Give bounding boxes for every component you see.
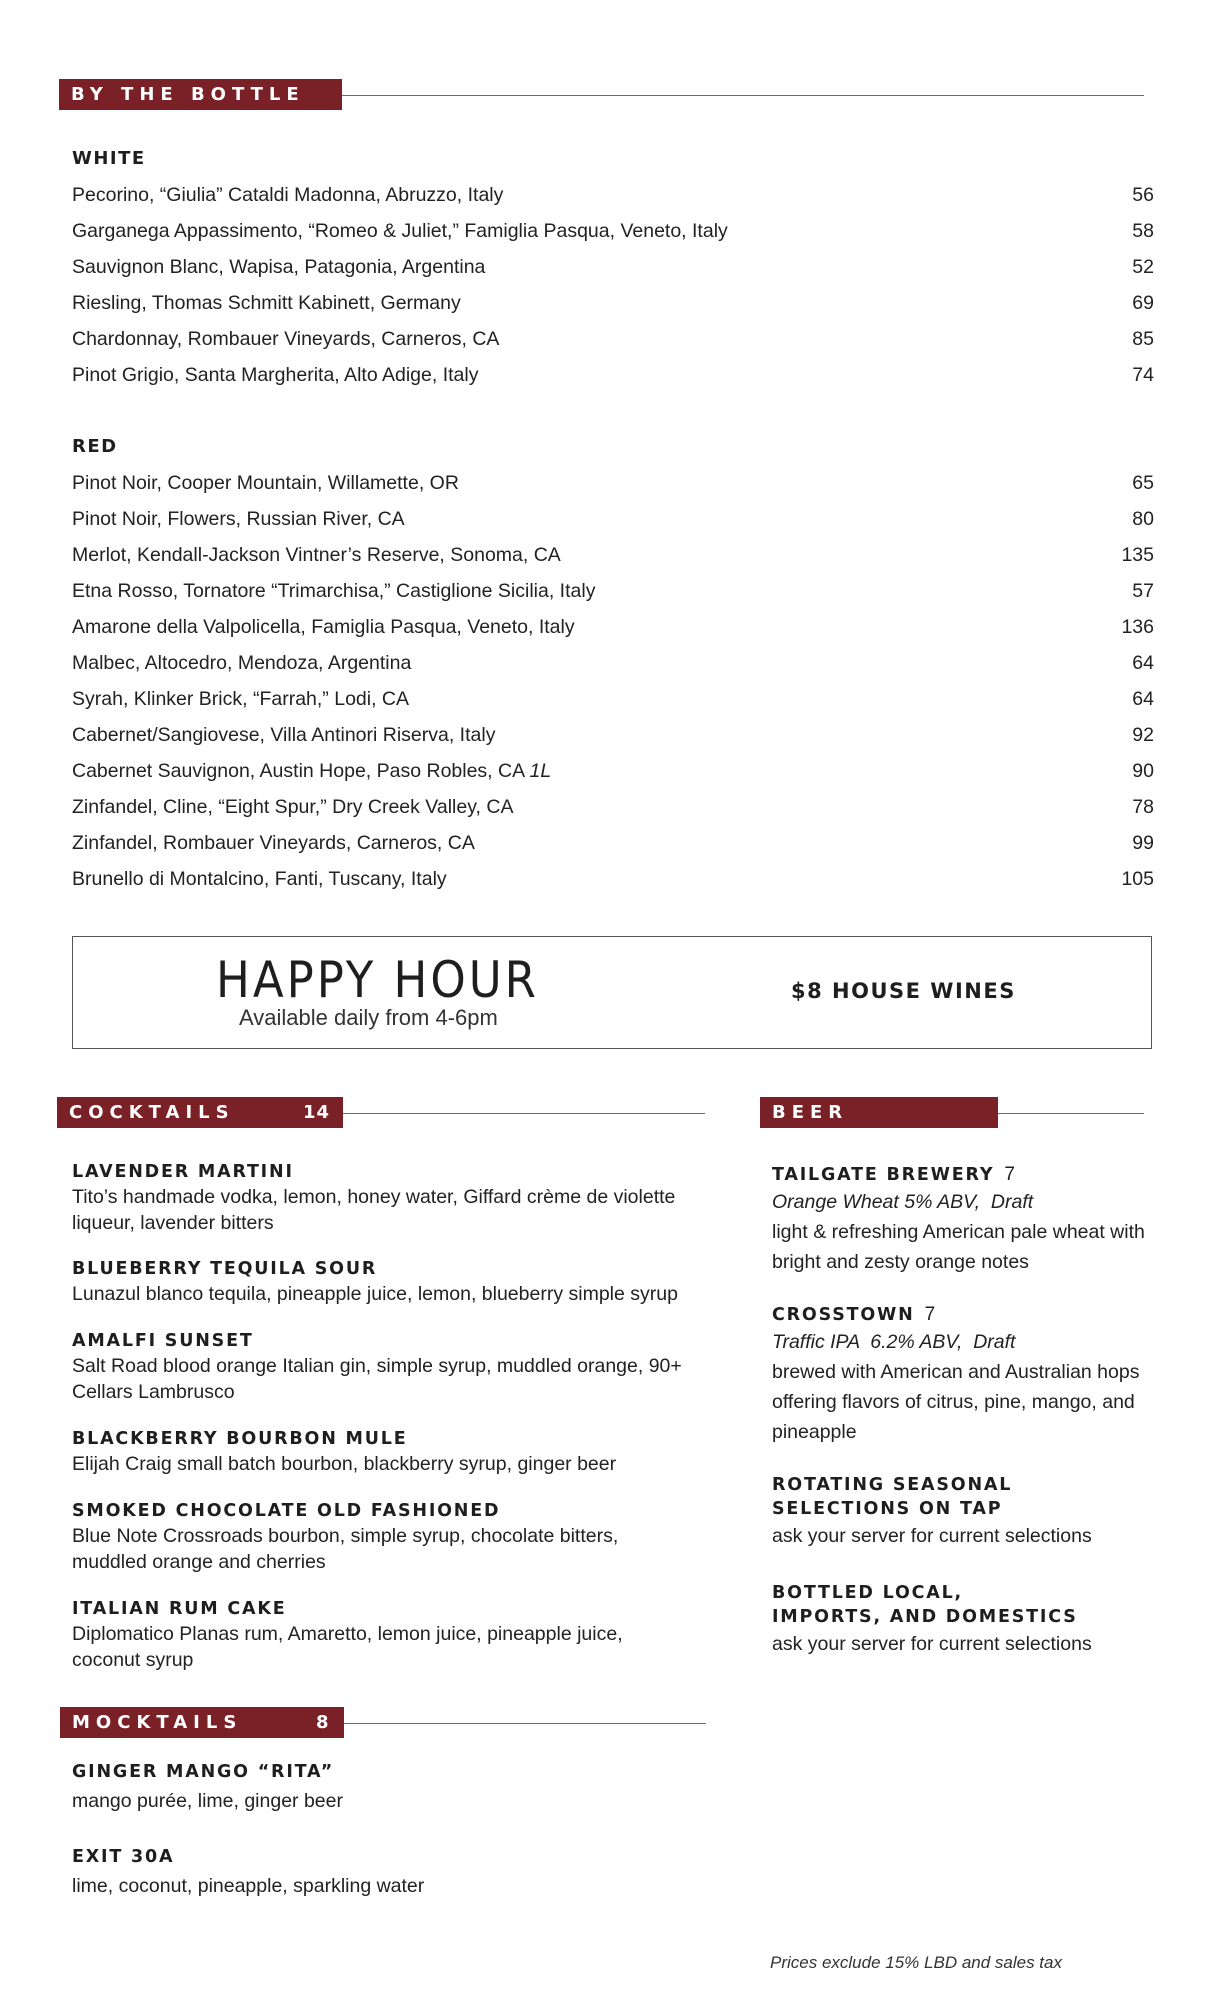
wine-row [72, 321, 1154, 357]
happy-hour-title: HAPPY HOUR [216, 951, 539, 1009]
divider [343, 1113, 705, 1114]
wine-price: 74 [1132, 364, 1154, 386]
wine-price: 52 [1132, 256, 1154, 278]
wine-price: 78 [1132, 796, 1154, 818]
cocktail-name: SMOKED CHOCOLATE OLD FASHIONED [72, 1501, 501, 1521]
cocktail-description: Salt Road blood orange Italian gin, simple syrup, muddled orange, 90+ Cellars Lambrusco [72, 1355, 682, 1403]
wine-price: 90 [1132, 760, 1154, 782]
category-red: RED [72, 436, 118, 457]
cocktail-item [72, 1427, 732, 1477]
section-title: COCKTAILS [69, 1102, 235, 1123]
beer-description: ask your server for current selections [772, 1633, 1092, 1655]
section-price: 8 [316, 1712, 330, 1733]
wine-name: Malbec, Altocedro, Mendoza, Argentina [72, 652, 412, 674]
cocktail-description: Lunazul blanco tequila, pineapple juice, lemon, blueberry simple syrup [72, 1283, 678, 1305]
wine-row [72, 789, 1154, 825]
wine-name: Chardonnay, Rombauer Vineyards, Carneros, CA [72, 328, 500, 350]
mocktail-name: GINGER MANGO “RITA” [72, 1762, 335, 1782]
wine-row [72, 465, 1154, 501]
tax-footnote: Prices exclude 15% LBD and sales tax [770, 1953, 1062, 1972]
wine-price: 57 [1132, 580, 1154, 602]
beer-price: 7 [1004, 1164, 1015, 1185]
mocktail-name: EXIT 30A [72, 1847, 175, 1867]
wine-size-note: 1L [529, 760, 552, 782]
divider [342, 95, 1144, 96]
beer-style: Orange Wheat 5% ABV, Draft [772, 1191, 1034, 1213]
wine-name: Cabernet/Sangiovese, Villa Antinori Riserva, Italy [72, 724, 496, 746]
cocktail-item [72, 1597, 692, 1673]
beer-name-line [772, 1163, 1152, 1187]
beer-description: ask your server for current selections [772, 1525, 1092, 1547]
beer-name: TAILGATE BREWERY [772, 1165, 995, 1185]
wine-name-group [72, 753, 551, 789]
wine-row [72, 753, 1154, 789]
section-title: BY THE BOTTLE [71, 84, 305, 105]
cocktail-item [72, 1257, 732, 1307]
wine-price: 99 [1132, 832, 1154, 854]
wine-row [72, 357, 1154, 393]
wine-row [72, 861, 1154, 897]
section-price: 14 [303, 1102, 331, 1123]
cocktail-description: Diplomatico Planas rum, Amaretto, lemon juice, pineapple juice, coconut syrup [72, 1623, 623, 1671]
section-header-mocktails [60, 1707, 344, 1738]
beer-name: CROSSTOWN [772, 1305, 915, 1325]
beer-name-line [772, 1303, 1142, 1327]
wine-price: 64 [1132, 652, 1154, 674]
cocktail-description: Elijah Craig small batch bourbon, blackberry syrup, ginger beer [72, 1453, 617, 1475]
section-header-cocktails [57, 1097, 343, 1128]
cocktail-name: ITALIAN RUM CAKE [72, 1599, 287, 1619]
beer-item [772, 1581, 1152, 1659]
wine-price: 56 [1132, 184, 1154, 206]
wine-name: Sauvignon Blanc, Wapisa, Patagonia, Argentina [72, 256, 486, 278]
beer-style: Traffic IPA 6.2% ABV, Draft [772, 1331, 1016, 1353]
wine-price: 105 [1121, 868, 1154, 890]
wine-row [72, 285, 1154, 321]
wine-name: Zinfandel, Rombauer Vineyards, Carneros, CA [72, 832, 475, 854]
beer-description: brewed with American and Australian hops offering flavors of citrus, pine, mango, and pineapple [772, 1361, 1140, 1443]
wine-name: Pinot Noir, Flowers, Russian River, CA [72, 508, 405, 530]
wine-price: 136 [1121, 616, 1154, 638]
wine-row [72, 573, 1154, 609]
wine-price: 92 [1132, 724, 1154, 746]
wine-row [72, 501, 1154, 537]
white-wine-list [72, 177, 1154, 393]
category-white: WHITE [72, 148, 146, 169]
wine-row [72, 825, 1154, 861]
wine-price: 69 [1132, 292, 1154, 314]
wine-name: Amarone della Valpolicella, Famiglia Pasqua, Veneto, Italy [72, 616, 575, 638]
wine-name: Merlot, Kendall-Jackson Vintner’s Reserve, Sonoma, CA [72, 544, 561, 566]
mocktail-item [72, 1845, 732, 1899]
wine-name: Garganega Appassimento, “Romeo & Juliet,” Famiglia Pasqua, Veneto, Italy [72, 220, 728, 242]
wine-name: Zinfandel, Cline, “Eight Spur,” Dry Creek Valley, CA [72, 796, 514, 818]
happy-hour-box [72, 936, 1152, 1049]
beer-price: 7 [924, 1304, 936, 1325]
wine-price: 80 [1132, 508, 1154, 530]
section-header-beer [760, 1097, 998, 1128]
wine-name: Pinot Grigio, Santa Margherita, Alto Adige, Italy [72, 364, 479, 386]
wine-price: 65 [1132, 472, 1154, 494]
wine-row [72, 213, 1154, 249]
divider [344, 1723, 706, 1724]
wine-name: Etna Rosso, Tornatore “Trimarchisa,” Castiglione Sicilia, Italy [72, 580, 596, 602]
wine-name: Cabernet Sauvignon, Austin Hope, Paso Robles, CA [72, 760, 525, 782]
beer-name: ROTATING SEASONAL [772, 1475, 1013, 1495]
beer-name: BOTTLED LOCAL, [772, 1583, 964, 1603]
wine-price: 64 [1132, 688, 1154, 710]
wine-price: 135 [1121, 544, 1154, 566]
beer-item [772, 1303, 1142, 1447]
beer-description: light & refreshing American pale wheat with bright and zesty orange notes [772, 1221, 1145, 1273]
beer-name: SELECTIONS ON TAP [772, 1499, 1003, 1519]
cocktail-name: BLACKBERRY BOURBON MULE [72, 1429, 408, 1449]
wine-row [72, 717, 1154, 753]
happy-hour-offer: $8 HOUSE WINES [791, 979, 1016, 1003]
cocktail-name: LAVENDER MARTINI [72, 1162, 294, 1182]
beer-item [772, 1163, 1152, 1277]
cocktail-item [72, 1499, 692, 1575]
wine-row [72, 249, 1154, 285]
section-title: BEER [772, 1102, 849, 1123]
wine-name: Pinot Noir, Cooper Mountain, Willamette, OR [72, 472, 459, 494]
section-title: MOCKTAILS [72, 1712, 243, 1733]
wine-name: Pecorino, “Giulia” Cataldi Madonna, Abruzzo, Italy [72, 184, 504, 206]
cocktail-description: Blue Note Crossroads bourbon, simple syrup, chocolate bitters, muddled orange and cherries [72, 1525, 619, 1573]
cocktail-name: AMALFI SUNSET [72, 1331, 254, 1351]
wine-price: 85 [1132, 328, 1154, 350]
mocktail-description: lime, coconut, pineapple, sparkling water [72, 1875, 425, 1897]
cocktail-item [72, 1329, 732, 1405]
mocktail-item [72, 1760, 732, 1814]
wine-name: Brunello di Montalcino, Fanti, Tuscany, Italy [72, 868, 447, 890]
cocktail-name: BLUEBERRY TEQUILA SOUR [72, 1259, 378, 1279]
section-header-by-the-bottle [59, 79, 342, 110]
cocktail-item [72, 1160, 732, 1236]
mocktail-description: mango purée, lime, ginger beer [72, 1790, 343, 1812]
red-wine-list [72, 465, 1154, 897]
wine-row [72, 537, 1154, 573]
wine-price: 58 [1132, 220, 1154, 242]
divider [998, 1113, 1144, 1114]
cocktail-description: Tito’s handmade vodka, lemon, honey water, Giffard crème de violette liqueur, lavender bitters [72, 1186, 676, 1234]
beer-name: IMPORTS, AND DOMESTICS [772, 1607, 1078, 1627]
beer-item [772, 1473, 1152, 1551]
wine-row [72, 609, 1154, 645]
wine-row [72, 177, 1154, 213]
wine-row [72, 645, 1154, 681]
happy-hour-subtitle: Available daily from 4-6pm [239, 1005, 498, 1030]
wine-name: Riesling, Thomas Schmitt Kabinett, Germany [72, 292, 461, 314]
wine-row [72, 681, 1154, 717]
wine-name: Syrah, Klinker Brick, “Farrah,” Lodi, CA [72, 688, 410, 710]
